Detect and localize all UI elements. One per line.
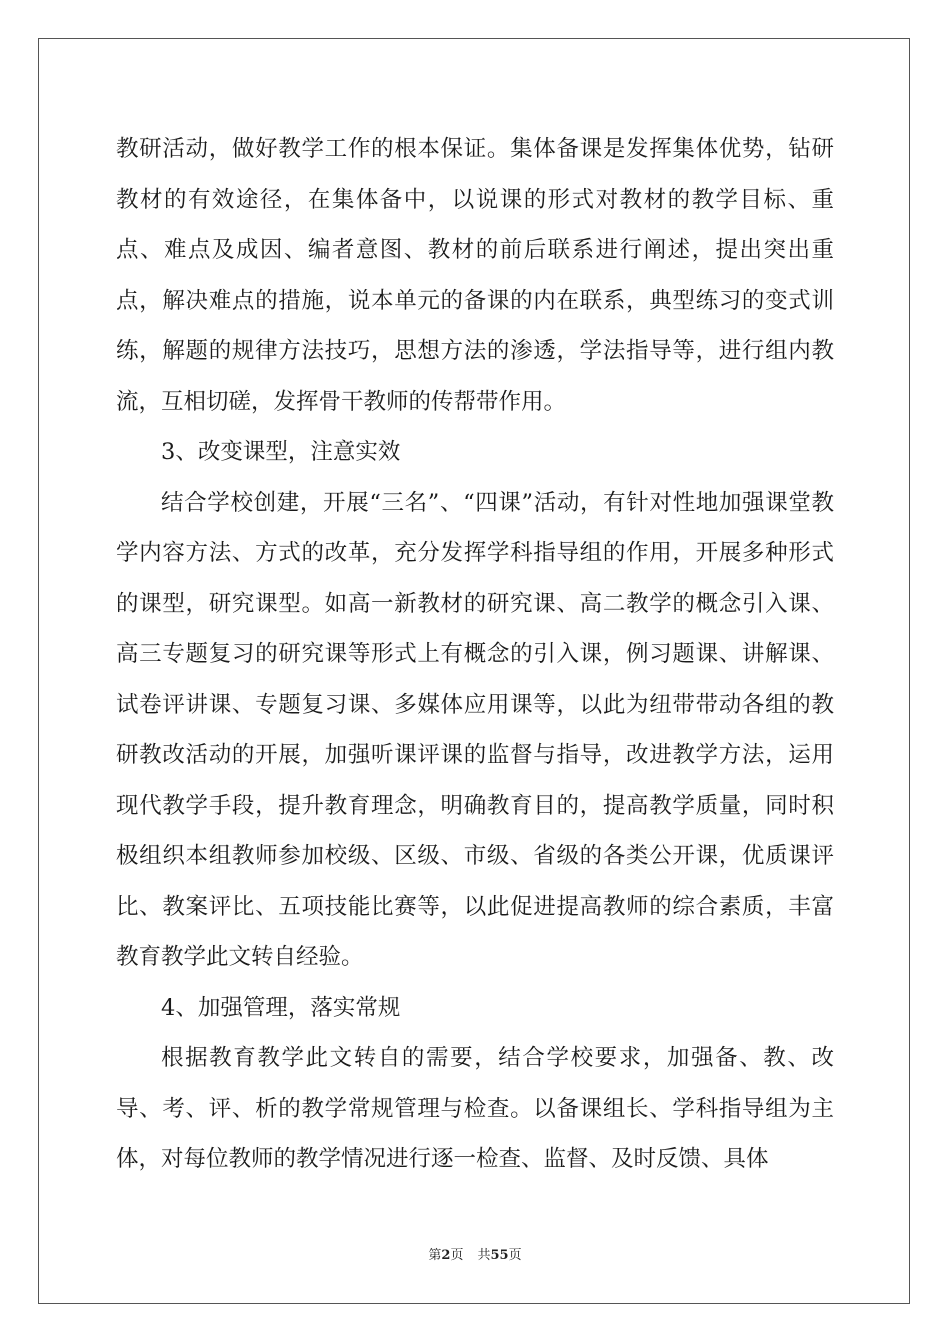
total-prefix: 共 xyxy=(477,1248,491,1263)
page-footer xyxy=(0,1244,950,1263)
total-suffix: 页 xyxy=(508,1248,522,1263)
paragraph-body: 结合学校创建，开展“三名”、“四课”活动，有针对性地加强课堂教学内容方法、方式的改革，充分发挥学科指导组的作用，开展多种形式的课型，研究课型。如高一新教材的研究课、高二教学的概念引入课、高三专题复习的研究课等形式上有概念的引入课，例习题课、讲解课、试卷评讲课、专题复习课、多媒体应用课等，以此为纽带带动各组的教研教改活动的开展，加强听课评课的监督与指导，改进教学方法，运用现代教学手段，提升教育理念，明确教育目的，提高教学质量，同时积极组织本组教师参加校级、区级、市级、省级的各类公开课，优质课评比、教案评比、五项技能比赛等，以此促进提高教师的综合素质，丰富教育教学此文转自经验。 xyxy=(116,489,834,970)
section-heading-3: 3、改变课型，注意实效 xyxy=(161,439,401,465)
page-prefix: 第 xyxy=(428,1248,442,1263)
page-current: 2 xyxy=(441,1248,451,1263)
page-suffix: 页 xyxy=(450,1248,464,1263)
section-heading-4: 4、加强管理，落实常规 xyxy=(161,994,401,1021)
paragraph-continuation: 教研活动，做好教学工作的根本保证。集体备课是发挥集体优势，钻研教材的有效途径，在集体备中，以说课的形式对教材的教学目标、重点、难点及成因、编者意图、教材的前后联系进行阐述，提出突出重点，解决难点的措施，说本单元的备课的内在联系，典型练习的变式训练，解题的规律方法技巧，思想方法的渗透，学法指导等，进行组内教流，互相切磋，发挥骨干教师的传帮带作用。 xyxy=(116,136,834,415)
page-total: 55 xyxy=(490,1248,509,1263)
paragraph-body: 根据教育教学此文转自的需要，结合学校要求，加强备、教、改导、考、评、析的教学常规管理与检查。以备课组长、学科指导组为主体，对每位教师的教学情况进行逐一检查、监督、及时反馈、具体 xyxy=(116,1045,834,1172)
document-body xyxy=(116,124,834,1185)
